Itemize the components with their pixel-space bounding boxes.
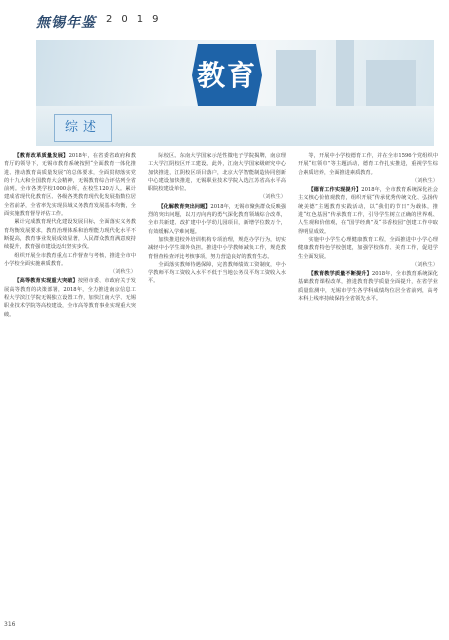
page-header <box>36 12 436 38</box>
education-badge <box>192 44 262 106</box>
section-heading: 【教育改革质量发展】 <box>14 153 69 159</box>
paragraph: 2018年，全市教育系统深化基础教育课程改革，推进教育教学质量全面提升，在省学业质量监测中，无锡市学生各学科成绩均位居全省前列，高考本科上线率持续保持全省领先水平。 <box>298 271 438 303</box>
paragraph: 际校区。东南大学国家示范性微电子学院揭牌，南京理工大学江阴校区开工建设。此外，江南大学国家级研究中心加快推进，江阴校区项目落户，北京大学智能制造协同创新中心建设加快推进，无锡职业技术学院入选江苏省高水平高职院校建设单位。 <box>148 153 286 193</box>
section-title: 综述 <box>54 114 112 142</box>
author-credit: （刘秋生） <box>412 261 438 268</box>
section-heading: 【化解教育突出问题】 <box>158 203 211 210</box>
paragraph: 全面落实教师待遇保障，完善教师绩效工资制度，中小学教师平均工资收入水平不低于当地公务员平均工资收入水平。 <box>148 261 286 285</box>
author-credit: （刘秋生） <box>412 177 438 184</box>
paragraph: 2018年，全市教育系统深化社会主义核心价值观教育，组织开展“传承优秀传统文化、弘扬传统美德”主题教育实践活动，以“我们的节日”为载体，推进“红色基因”传承教育工作，引导学生树立正确的世界观、人生观和价值观，在“国学经典”及“书香校园”创建工作中取得明显成效。 <box>298 187 438 235</box>
year-label: 2019 <box>106 14 168 25</box>
paragraph: 加快推进校外培训机构专项治理，规范办学行为，切实减轻中小学生课外负担。推进中小学教师减负工作，规范教育督查检查评比考核事项，努力营造良好的教育生态。 <box>148 236 286 260</box>
paragraph: 按照市委、市政府关于发展高等教育的决策部署，2018年，全力推进南京信息工程大学滨江学院无锡独立设置工作，加快江南大学、无锡职业技术学院等高校建设，全市高等教育事业实现重大突破。 <box>4 278 136 318</box>
paragraph: 等，开展中小学校德育工作，并在全市1596个党组织中开展“红领巾”等主题活动，德育工作扎实推进，重视学生综合素质培养，全面推进素质教育。 <box>298 153 438 176</box>
section-heading: 【教育教学质量不断提升】 <box>308 271 372 278</box>
paragraph: 2018年，无锡市聚焦群众反映强烈的突出问题，以刀刃向内的勇气深化教育领域综合改革，全市共新建、改扩建中小学幼儿园项目，新增学位数万个，有效缓解入学难问题。 <box>148 203 286 235</box>
paragraph: 实施中小学生心理健康教育工程，全面推进中小学心理健康教育特色学校创建，加强学校体育、美育工作，促进学生全面发展。 <box>298 236 438 260</box>
yearbook-logo: 無锡年鉴 <box>36 15 96 31</box>
paragraph: 累计完成教育现代化建设发展目标，全面落实义务教育均衡发展要求，教育治理体系和治理能力现代化水平不断提高，教育事业发展成效显著，人民群众教育满意度持续提升，教育强市建设迈出坚实步伐。 <box>4 219 136 251</box>
author-credit: （刘秋生） <box>260 194 286 201</box>
text-column-1 <box>4 152 136 618</box>
section-heading: 【德育工作实现提升】 <box>308 187 362 194</box>
text-column-3 <box>298 152 438 632</box>
paragraph: 2018年，在省委省政府和教育厅的领导下，无锡市教育系统按照“全面教育一体化推进、推动教育高质量发展”的总体要求，全面贯彻落实党的十九大和全国教育大会精神，无锡教育综合评估列全省前列。全市各类学校1000余所，在校生120万人。累计建成省现代化教育区、各级各类教育现代化发展指数位居全省前茅，全省率先实现县域义务教育发展基本均衡，全面实施教育督导评估工作。 <box>4 153 136 218</box>
paragraph: 组织开展全市教育重点工作督查与考核，推进全市中小学校全面实施素质教育。 <box>4 252 136 267</box>
section-heading: 【高等教育实现重大突破】 <box>14 278 78 285</box>
badge-text: 教育 <box>196 59 257 92</box>
author-credit: （刘秋生） <box>110 269 136 276</box>
text-column-2 <box>148 152 286 632</box>
page-number: 316 <box>4 621 16 628</box>
